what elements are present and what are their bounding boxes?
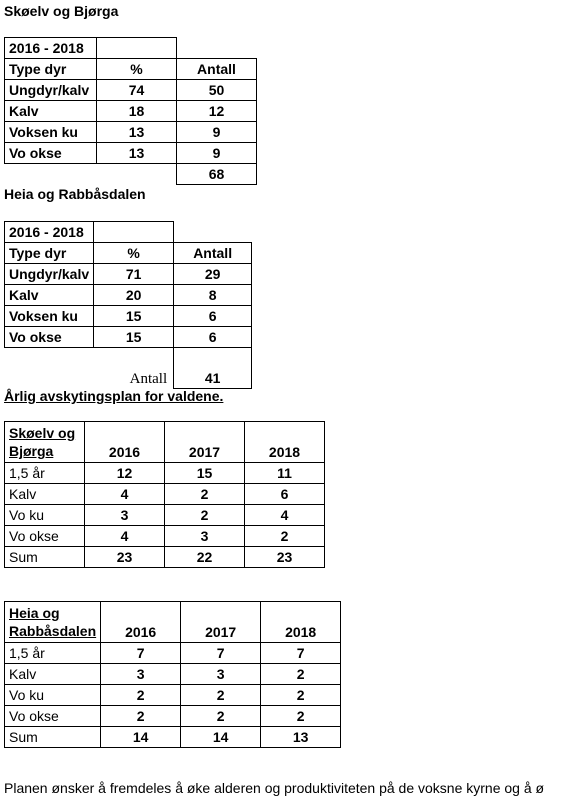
area-header bbox=[5, 602, 101, 643]
row-label: Vo okse bbox=[5, 327, 94, 348]
percent-value: 15 bbox=[94, 306, 174, 327]
table-plan-skoelv bbox=[4, 421, 325, 568]
table-skoelv-stats bbox=[4, 37, 257, 185]
cell-value: 23 bbox=[85, 547, 165, 568]
cell-value: 2 bbox=[101, 685, 181, 706]
table-row bbox=[5, 664, 341, 685]
cell-value: 2 bbox=[261, 706, 341, 727]
cell-value: 2 bbox=[165, 505, 245, 526]
col-header-count: Antall bbox=[174, 243, 252, 264]
table-row bbox=[5, 306, 252, 327]
total-value: 68 bbox=[177, 164, 257, 185]
year-header: 2016 bbox=[101, 602, 181, 643]
count-value: 29 bbox=[174, 264, 252, 285]
area-name-line2: Bjørga bbox=[9, 443, 54, 459]
row-label: Kalv bbox=[5, 285, 94, 306]
table-plan-heia bbox=[4, 601, 341, 748]
total-label: Antall bbox=[129, 370, 168, 387]
percent-value: 13 bbox=[97, 122, 177, 143]
cell-value: 4 bbox=[245, 505, 325, 526]
table-row bbox=[5, 463, 325, 484]
area-name-line1: Heia og bbox=[9, 605, 60, 621]
row-label: Sum bbox=[5, 547, 85, 568]
plan-heading: Årlig avskytingsplan for valdene. bbox=[4, 388, 224, 404]
row-label: Vo okse bbox=[5, 143, 97, 164]
cell-value: 23 bbox=[245, 547, 325, 568]
table-row bbox=[5, 484, 325, 505]
cell-value: 6 bbox=[245, 484, 325, 505]
table-heia-stats bbox=[4, 221, 252, 389]
cell-value: 2 bbox=[245, 526, 325, 547]
table-row bbox=[5, 143, 257, 164]
cell-value: 12 bbox=[85, 463, 165, 484]
cell-value: 14 bbox=[101, 727, 181, 748]
row-label: Vo ku bbox=[5, 505, 85, 526]
row-label: Kalv bbox=[5, 664, 101, 685]
cell-value: 13 bbox=[261, 727, 341, 748]
cell-value: 2 bbox=[181, 685, 261, 706]
percent-value: 13 bbox=[97, 143, 177, 164]
cell-value: 14 bbox=[181, 727, 261, 748]
cell-value: 2 bbox=[101, 706, 181, 727]
cell-value: 3 bbox=[181, 664, 261, 685]
section-title-heia: Heia og Rabbåsdalen bbox=[4, 186, 146, 202]
row-label: Kalv bbox=[5, 484, 85, 505]
body-paragraph: Planen ønsker å fremdeles å øke alderen og produktiviteten på de voksne kyrne og å ø bbox=[4, 780, 545, 796]
percent-value: 20 bbox=[94, 285, 174, 306]
count-value: 6 bbox=[174, 306, 252, 327]
cell-value: 4 bbox=[85, 484, 165, 505]
percent-value: 74 bbox=[97, 80, 177, 101]
percent-value: 71 bbox=[94, 264, 174, 285]
table-row bbox=[5, 727, 341, 748]
percent-value: 18 bbox=[97, 101, 177, 122]
table-row bbox=[5, 285, 252, 306]
cell-value: 2 bbox=[181, 706, 261, 727]
cell-value: 2 bbox=[165, 484, 245, 505]
cell-value: 7 bbox=[181, 643, 261, 664]
empty-cell bbox=[94, 222, 174, 243]
row-label: 1,5 år bbox=[5, 643, 101, 664]
table-row bbox=[5, 327, 252, 348]
col-header-percent: % bbox=[97, 59, 177, 80]
section-title-skoelv: Skøelv og Bjørga bbox=[4, 3, 119, 19]
row-label: Kalv bbox=[5, 101, 97, 122]
row-label: Vo ku bbox=[5, 685, 101, 706]
row-label: Ungdyr/kalv bbox=[5, 264, 94, 285]
col-header-count: Antall bbox=[177, 59, 257, 80]
table-row bbox=[5, 547, 325, 568]
year-header: 2016 bbox=[85, 422, 165, 463]
table-row bbox=[5, 101, 257, 122]
table-row bbox=[5, 122, 257, 143]
table-row bbox=[5, 706, 341, 727]
row-label: Voksen ku bbox=[5, 306, 94, 327]
col-header-percent: % bbox=[94, 243, 174, 264]
cell-value: 7 bbox=[261, 643, 341, 664]
area-name-line1: Skøelv og bbox=[9, 425, 76, 441]
row-label: Ungdyr/kalv bbox=[5, 80, 97, 101]
count-value: 8 bbox=[174, 285, 252, 306]
table-row bbox=[5, 264, 252, 285]
year-header: 2017 bbox=[165, 422, 245, 463]
col-header-type: Type dyr bbox=[5, 59, 97, 80]
col-header-type: Type dyr bbox=[5, 243, 94, 264]
cell-value: 3 bbox=[85, 505, 165, 526]
cell-value: 2 bbox=[261, 664, 341, 685]
row-label: Vo okse bbox=[5, 706, 101, 727]
table-row bbox=[5, 505, 325, 526]
count-value: 9 bbox=[177, 122, 257, 143]
cell-value: 22 bbox=[165, 547, 245, 568]
count-value: 9 bbox=[177, 143, 257, 164]
period-label: 2016 - 2018 bbox=[5, 222, 94, 243]
row-label: Sum bbox=[5, 727, 101, 748]
row-label: 1,5 år bbox=[5, 463, 85, 484]
cell-value: 3 bbox=[165, 526, 245, 547]
cell-value: 4 bbox=[85, 526, 165, 547]
cell-value: 15 bbox=[165, 463, 245, 484]
year-header: 2017 bbox=[181, 602, 261, 643]
cell-value: 3 bbox=[101, 664, 181, 685]
period-label: 2016 - 2018 bbox=[5, 38, 97, 59]
area-header bbox=[5, 422, 85, 463]
percent-value: 15 bbox=[94, 327, 174, 348]
empty-cell bbox=[97, 38, 177, 59]
year-header: 2018 bbox=[261, 602, 341, 643]
count-value: 50 bbox=[177, 80, 257, 101]
cell-value: 7 bbox=[101, 643, 181, 664]
cell-value: 2 bbox=[261, 685, 341, 706]
table-row bbox=[5, 526, 325, 547]
table-row bbox=[5, 685, 341, 706]
count-value: 12 bbox=[177, 101, 257, 122]
row-label: Voksen ku bbox=[5, 122, 97, 143]
count-value: 6 bbox=[174, 327, 252, 348]
area-name-line2: Rabbåsdalen bbox=[9, 623, 97, 639]
cell-value: 11 bbox=[245, 463, 325, 484]
year-header: 2018 bbox=[245, 422, 325, 463]
row-label: Vo okse bbox=[5, 526, 85, 547]
table-row bbox=[5, 643, 341, 664]
total-value: 41 bbox=[174, 368, 252, 389]
table-row bbox=[5, 80, 257, 101]
